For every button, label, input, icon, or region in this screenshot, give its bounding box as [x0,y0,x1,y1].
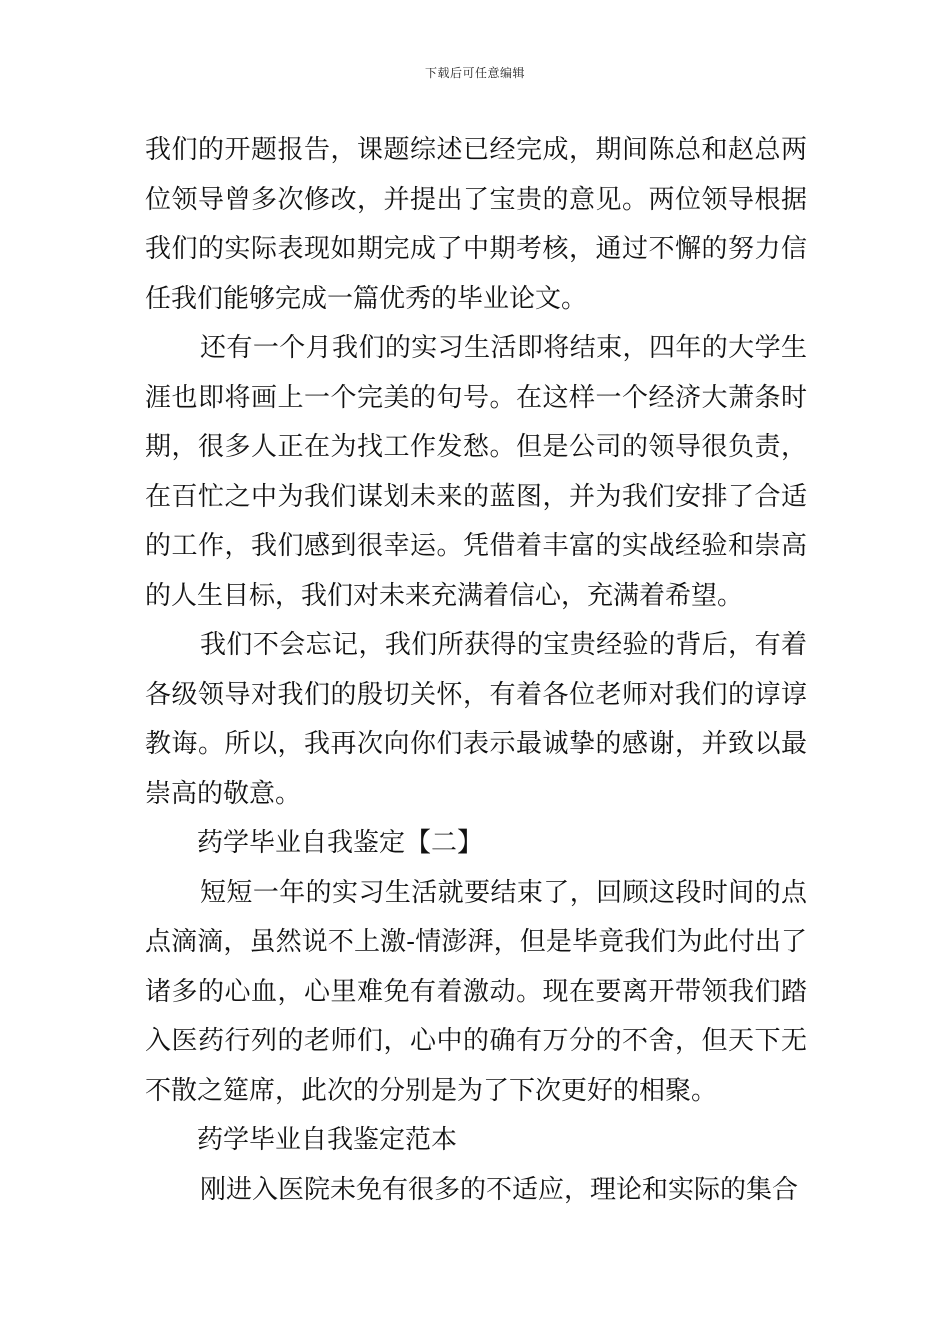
section-heading: 药学毕业自我鉴定范本 [197,1125,458,1155]
paragraph: 短短一年的实习生活就要结束了，回顾这段时间的点点滴滴，虽然说不上激-情澎湃，但是毕竟我们为此付出了诸多的心血，心里难免有着激动。现在要离开带领我们踏入医药行列的老师们，心中的确有万分的不舍，但天下无不散之筵席，此次的分别是为了下次更好的相聚。 [145,877,807,1106]
paragraph: 刚进入医院未免有很多的不适应，理论和实际的集合 [200,1174,799,1205]
page-header: 下载后可任意编辑 [424,66,525,80]
paragraph: 我们不会忘记，我们所获得的宝贵经验的背后，有着各级领导对我们的殷切关怀，有着各位老师对我们的谆谆教诲。所以，我再次向你们表示最诚挚的感谢，并致以最崇高的敬意。 [145,630,807,809]
section-heading: 药学毕业自我鉴定【二】 [197,828,484,858]
document-body [145,126,807,1215]
paragraph: 还有一个月我们的实习生活即将结束，四年的大学生涯也即将画上一个完美的句号。在这样一个经济大萧条时期，很多人正在为找工作发愁。但是公司的领导很负责，在百忙之中为我们谋划未来的蓝图，并为我们安排了合适的工作，我们感到很幸运。凭借着丰富的实战经验和崇高的人生目标，我们对未来充满着信心，充满着希望。 [145,333,807,611]
paragraph: 我们的开题报告，课题综述已经完成，期间陈总和赵总两位领导曾多次修改，并提出了宝贵的意见。两位领导根据我们的实际表现如期完成了中期考核，通过不懈的努力信任我们能够完成一篇优秀的毕业论文。 [145,135,807,314]
